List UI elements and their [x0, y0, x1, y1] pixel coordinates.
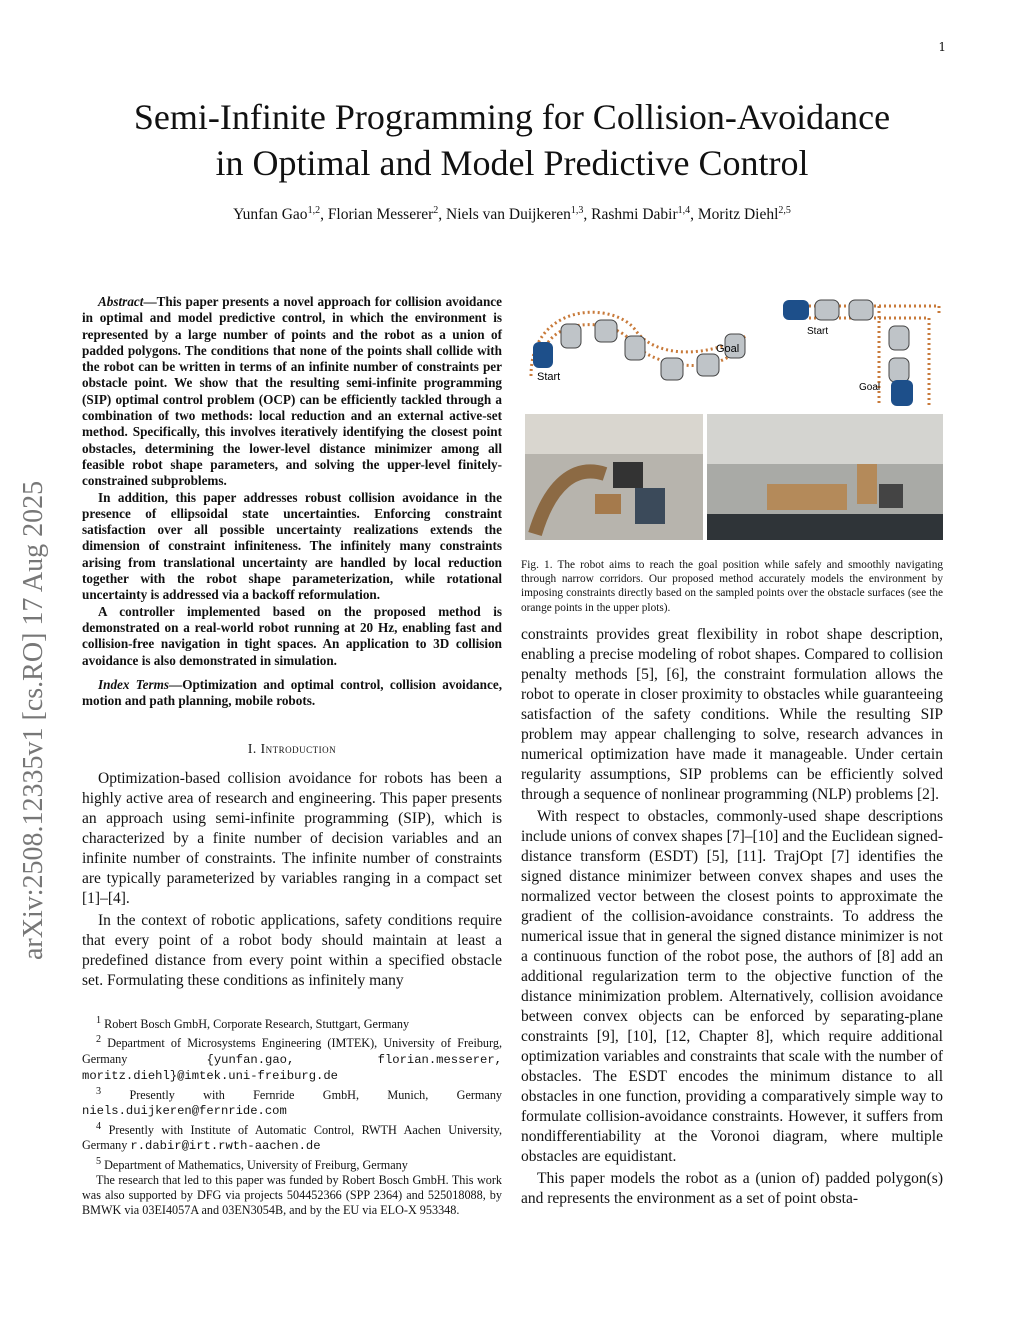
right-column	[521, 296, 943, 1209]
index-terms-text: —Optimization and optimal control, collision avoidance, motion and path planning, mobile robots.	[82, 676, 502, 709]
figure-caption: Fig. 1. The robot aims to reach the goal position while safely and smoothly navigating through narrow corridors. Our proposed method accurately models the environment by imposing constraints directly based on the sampled points over the obstacle surfaces (see the orange points in the upper plots).	[521, 559, 943, 614]
intro-paragraph-1: Optimization-based collision avoidance for robots has been a highly active area of research and engineering. This paper presents an approach using semi-infinite programming (SIP), which is characterized by a finite number of decision variables and an infinite number of constraints. The infinite number of constraints are typically parameterized by variables ranging in a compact set [1]–[4].	[82, 770, 502, 908]
page-number: 1	[938, 40, 946, 54]
footnotes	[82, 1013, 502, 1217]
intro-paragraph-2: In the context of robotic applications, safety conditions require that every point of a robot body should maintain at least a predefined distance from every point within a specified obstacle set. Formulating these conditions as infinitely many	[82, 912, 502, 990]
email-address: niels.duijkeren@fernride.com	[82, 1103, 287, 1118]
body-paragraph-3: This paper models the robot as a (union of) padded polygon(s) and represents the environment as a set of point obsta-	[521, 1169, 943, 1207]
footnote-3: $^3$ Presently with Fernride GmbH, Munich, Germany niels.duijkeren@fernride.com	[82, 1085, 503, 1118]
abstract-paragraph-2: In addition, this paper addresses robust collision avoidance in the presence of ellipsoidal state uncertainties. Enforcing constraint satisfaction over all possible uncertainty realizations extends the dimension of constraint infiniteness. The infinitely many constraints arising from translational uncertainty are handled by local reduction together with the robot shape parameterization, while rotational uncertainty is addressed via a backoff reformulation.	[82, 489, 502, 603]
body-paragraph-1: constraints provides great flexibility in robot shape description, enabling a precise modeling of robot shapes. Compared to collision penalty methods [5], [6], the constraint formulation allows the robot to operate in closer proximity to obstacles while guaranteeing satisfaction of the safety conditions. While the resulting SIP problem may appear challenging to solve, research advances in numerical optimization have made it manageable. Under certain regularity assumptions, SIP problems can be efficiently solved through a sequence of nonlinear programming (NLP) problems [2].	[521, 625, 943, 803]
author-name: Moritz Diehl	[697, 206, 779, 224]
figure-1	[521, 296, 943, 546]
title-line-2: in Optimal and Model Predictive Control	[215, 143, 809, 183]
author-name: Yunfan Gao	[233, 206, 308, 224]
abstract	[82, 294, 502, 669]
author-affiliation: 2,5	[778, 205, 791, 216]
footnote-5: $^5$ Department of Mathematics, University of Freiburg, Germany	[96, 1155, 408, 1172]
author-affiliation: 1,4	[677, 205, 691, 216]
footnote-1: $^1$ Robert Bosch GmbH, Corporate Research, Stuttgart, Germany	[96, 1015, 410, 1032]
index-terms-label: Index Terms	[98, 676, 169, 692]
l-corridor-plot	[769, 296, 944, 406]
author-name: Florian Messerer	[327, 206, 434, 224]
paper-title	[60, 94, 964, 186]
section-heading-introduction	[82, 741, 502, 757]
footnote-2: $^2$ Department of Microsystems Engineering (IMTEK), University of Freiburg, Germany {yunfan.gao, florian.messerer, moritz.diehl}@imtek.uni-freiburg.de	[82, 1034, 503, 1083]
left-column	[82, 294, 502, 1218]
robot-start-marker	[533, 342, 553, 368]
abstract-paragraph-3: A controller implemented based on the proposed method is demonstrated on a real-world robot running at 20 Hz, enabling fast and collision-free navigation in tight spaces. An application to 3D collision avoidance is also demonstrated in simulation.	[82, 603, 502, 668]
index-terms	[82, 677, 502, 710]
right-column-body	[521, 625, 943, 1209]
lab-photo-right	[707, 414, 943, 540]
section-numeral: I.	[247, 741, 257, 757]
lab-photo-left	[525, 414, 703, 540]
label-goal: Goal	[859, 382, 881, 393]
arxiv-id: arXiv:2508.12335v1 [cs.RO] 17 Aug 2025	[18, 480, 49, 960]
s-curve-plot	[521, 296, 751, 406]
footnote-4: $^4$ Presently with Institute of Automatic Control, RWTH Aachen University, Germany r.dabir@irt.rwth-aachen.de	[82, 1120, 503, 1153]
email-address: {yunfan.gao, florian.messerer, moritz.diehl}@imtek.uni-freiburg.de	[82, 1052, 502, 1083]
abstract-paragraph-1: —This paper presents a novel approach for collision avoidance in optimal and model predictive control, in which the environment is represented by a large number of points and the robot as a union of padded polygons. The conditions that none of the points shall collide with the robot can be written in terms of an infinite number of constraints per obstacle point. We show that the resulting semi-infinite programming (SIP) optimal control problem (OCP) can be efficiently tackled through a combination of two methods: local reduction and an external active-set method. Specifically, this involves iteratively identifying the closest point obstacles, determining the lower-level distance minimizer among all feasible robot shape parameters, and solving the upper-level finitely-constrained subproblems.	[82, 294, 502, 489]
author-affiliation: 1,2	[307, 205, 321, 216]
introduction-body	[82, 769, 502, 991]
email-address: r.dabir@irt.rwth-aachen.de	[130, 1138, 321, 1153]
author-affiliation: 2	[433, 205, 439, 216]
author-affiliation: 1,3	[570, 205, 584, 216]
arxiv-sidebar	[10, 370, 50, 970]
label-start: Start	[537, 371, 561, 383]
author-list: Yunfan Gao$^{1,2}$, Florian Messerer$^2$, Niels van Duijkeren$^{1,3}$, Rashmi Dabir$^{1,4}$, Moritz Diehl$^{2,5}$	[233, 205, 791, 224]
label-start: Start	[807, 326, 829, 337]
label-goal: Goal	[716, 343, 740, 355]
body-paragraph-2: With respect to obstacles, commonly-used shape descriptions include unions of convex shapes [7]–[10] and the Euclidean signed-distance transform (ESDT) [5], [11]. TrajOpt [7] identifies the signed distance minimizer between convex shapes and uses the normalized vector between the closest points to approximate the gradient of the collision-avoidance constraints. To address the numerical issue that in general the signed distance minimizer is not a continuous function of the robot pose, the authors of [8] add an additional regularization term to the objective function of the distance minimization problem. Alternatively, collision avoidance between convex objects can be enforced by separating-plane constraints [9], [10], [12, Chapter 8], which require additional optimization variables and constraints that scale with the number of obstacles. The ESDT encodes the minimum distance to all obstacles in one function, providing a comparatively simple way to formulate collision-avoidance constraints. However, it suffers from nondifferentiability at the Voronoi diagram, where multiple obstacles are equidistant.	[521, 807, 943, 1165]
section-title: Introduction	[260, 741, 337, 757]
author-name: Niels van Duijkeren	[446, 206, 571, 224]
title-line-1: Semi-Infinite Programming for Collision-Avoidance	[133, 97, 891, 137]
author-name: Rashmi Dabir	[591, 206, 678, 224]
funding-note: The research that led to this paper was funded by Robert Bosch GmbH. This work was also supported by DFG via projects 504452366 (SPP 2364) and 525018088, by BMWK via 03EI4057A and 03EN3054B, and by the EU via ELO-X 953348.	[82, 1172, 502, 1217]
abstract-label: Abstract	[98, 294, 144, 309]
